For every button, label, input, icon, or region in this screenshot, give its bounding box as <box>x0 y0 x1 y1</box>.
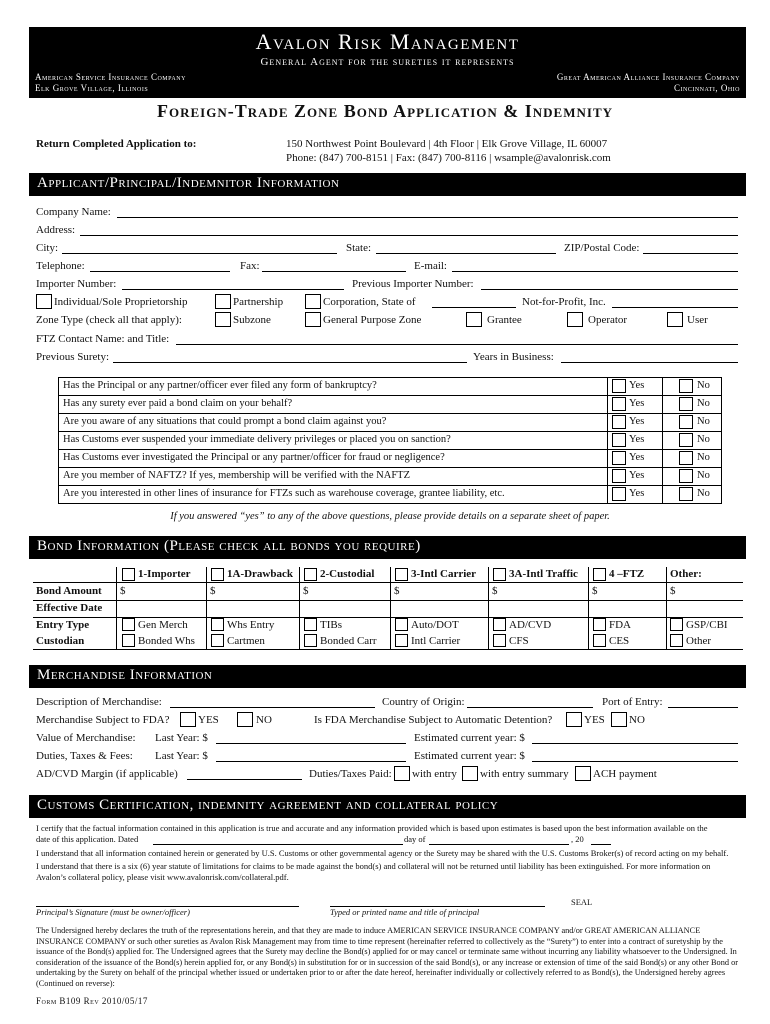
bond-table <box>33 567 743 649</box>
value-estimated-label: Estimated current year: $ <box>414 732 525 744</box>
custodian-label: Custodian <box>36 635 85 647</box>
indemnity-paragraph: The Undersigned hereby declares the truth of the representations herein, and that they are made to induce AMERICAN SERVICE INSURANCE COMPANY and/or GREAT AMERICAN ALLIANCE INSURANCE COMPANY or such other sureties as Avalon Risk Management may from time to time represent (hereinafter referred to collectively as the “Surety”) to enter into a contract of suretyship by the issuance of the Bond(s) applied for. The Undersigned agrees that the Surety may decline the Bond(s) applied for or may cancel or terminate same without incurring any liability whatsoever to the Undersigned. In consideration of the issuance of the Bond(s) herein applied for, or any Bond(s) in substitution for or in succession of the said Bond(s), or any increase or extension of time of the said Bond(s) or any other Bond or undertaking by the Surety on behalf of the principal whether issued or undertaken prior to or after the date hereof, hereinafter individually or collectively referred to as Bond(s), the Undersigned hereby agrees (Continued on reverse): <box>36 926 738 988</box>
section-applicant-title: Applicant/Principal/Indemnitor Information <box>37 175 340 191</box>
intl-carrier-checkbox[interactable] <box>395 634 408 647</box>
grantee-checkbox[interactable] <box>466 312 482 327</box>
custodial-bond-label: 2-Custodial <box>320 568 375 580</box>
right-insurer-city: Cincinnati, Ohio <box>674 83 740 93</box>
corporation-label: Corporation, State of <box>323 296 416 308</box>
cert-paragraph-3 <box>36 861 741 883</box>
yes-checkbox[interactable] <box>612 469 626 483</box>
dated-field[interactable] <box>153 844 403 845</box>
bond-amount-field[interactable]: $ <box>210 585 216 597</box>
principal-name-label: Typed or printed name and title of principal <box>330 907 480 917</box>
no-checkbox[interactable] <box>679 433 693 447</box>
header-banner <box>29 27 746 98</box>
right-insurer-name: Great American Alliance Insurance Company <box>556 72 740 82</box>
question-row <box>59 432 721 450</box>
partnership-label: Partnership <box>233 296 284 308</box>
section-bond-title: Bond Information (Please check all bonds you require) <box>37 538 421 554</box>
cert-day-of-label: day of <box>404 834 426 844</box>
ftz-contact-field[interactable] <box>176 344 738 345</box>
no-checkbox[interactable] <box>679 451 693 465</box>
ach-checkbox[interactable] <box>575 766 591 781</box>
description-label: Description of Merchandise: <box>36 696 162 708</box>
no-checkbox[interactable] <box>679 469 693 483</box>
cert-dated-label: date of this application. Dated <box>36 834 139 844</box>
section-merch-title: Merchandise Information <box>37 667 213 683</box>
section-bond-header <box>29 536 746 559</box>
drawback-bond-checkbox[interactable] <box>211 568 224 581</box>
port-field[interactable] <box>668 707 738 708</box>
duties-estimated-field[interactable] <box>532 761 738 762</box>
return-address: 150 Northwest Point Boulevard | 4th Floor | Elk Grove Village, IL 60007 <box>286 138 608 150</box>
effective-date-label: Effective Date <box>36 602 103 614</box>
fax-field[interactable] <box>262 271 406 272</box>
auto-dot-checkbox[interactable] <box>395 618 408 631</box>
fda-detention-label: Is FDA Merchandise Subject to Automatic Detention? <box>314 714 553 726</box>
adcvd-checkbox[interactable] <box>493 618 506 631</box>
duties-estimated-label: Estimated current year: $ <box>414 750 525 762</box>
fax-label: Fax: <box>240 260 260 272</box>
with-entry-summary-checkbox[interactable] <box>462 766 478 781</box>
bonded-carr-checkbox[interactable] <box>304 634 317 647</box>
other-bond-label: Other: <box>670 568 702 580</box>
question-text: Has any surety ever paid a bond claim on your behalf? <box>63 398 293 409</box>
section-cert-title: Customs Certification, indemnity agreement and collateral policy <box>37 797 499 813</box>
no-checkbox[interactable] <box>679 379 693 393</box>
no-label: No <box>697 416 710 427</box>
question-row <box>59 414 721 432</box>
yes-label: Yes <box>629 416 645 427</box>
cert-paragraph-1-line1: I certify that the factual information contained in this application is true and accurate and any information provided which is based upon estimates is based upon the best information available on the <box>36 823 708 833</box>
general-purpose-zone-label: General Purpose Zone <box>323 314 422 326</box>
tibs-checkbox[interactable] <box>304 618 317 631</box>
company-name-label: Company Name: <box>36 206 111 218</box>
detention-yes-label: YES <box>584 714 605 726</box>
yes-checkbox[interactable] <box>612 379 626 393</box>
gen-merch-checkbox[interactable] <box>122 618 135 631</box>
adcvd-margin-field[interactable] <box>187 779 302 780</box>
gsp-cbi-label: GSP/CBI <box>686 619 728 631</box>
value-estimated-field[interactable] <box>532 743 738 744</box>
question-row <box>59 468 721 486</box>
fda-no-checkbox[interactable] <box>237 712 253 727</box>
importer-number-field[interactable] <box>122 289 344 290</box>
yes-checkbox[interactable] <box>612 487 626 501</box>
value-last-year-label: Last Year: $ <box>155 732 208 744</box>
no-label: No <box>697 470 710 481</box>
company-name-field[interactable] <box>117 217 738 218</box>
not-for-profit-label: Not-for-Profit, Inc. <box>522 296 606 308</box>
yes-label: Yes <box>629 488 645 499</box>
no-label: No <box>697 398 710 409</box>
detention-no-label: NO <box>629 714 645 726</box>
month-field[interactable] <box>429 844 569 845</box>
cert-paragraph-3-line1: I understand that there is a six (6) year statute of limitations for claims to be made against the bond(s) and collateral will not be returned until liability has been extinguished. For more information on <box>36 861 711 871</box>
return-contact: Phone: (847) 700-8151 | Fax: (847) 700-8116 | wsample@avalonrisk.com <box>286 152 611 164</box>
section-applicant-header <box>29 173 746 196</box>
city-label: City: <box>36 242 59 254</box>
value-last-year-field[interactable] <box>216 743 406 744</box>
telephone-field[interactable] <box>90 271 230 272</box>
question-row <box>59 450 721 468</box>
not-for-profit-field[interactable] <box>612 307 738 308</box>
duties-paid-label: Duties/Taxes Paid: <box>309 768 392 780</box>
questions-note: If you answered “yes” to any of the above questions, please provide details on a separate sheet of paper. <box>170 511 610 522</box>
section-cert-header <box>29 795 746 818</box>
importer-number-label: Importer Number: <box>36 278 117 290</box>
state-field[interactable] <box>376 253 556 254</box>
fda-yes-checkbox[interactable] <box>180 712 196 727</box>
yes-checkbox[interactable] <box>612 433 626 447</box>
auto-dot-label: Auto/DOT <box>411 619 459 631</box>
individual-checkbox[interactable] <box>36 294 52 309</box>
question-text: Has the Principal or any partner/officer ever filed any form of bankruptcy? <box>63 380 377 391</box>
bond-amount-field[interactable]: $ <box>394 585 400 597</box>
fda-checkbox[interactable] <box>593 618 606 631</box>
value-label: Value of Merchandise: <box>36 732 136 744</box>
questions-table <box>58 377 722 504</box>
no-checkbox[interactable] <box>679 415 693 429</box>
intl-traffic-bond-label: 3A-Intl Traffic <box>509 568 578 580</box>
seal-label: SEAL <box>571 897 593 907</box>
ftz-contact-label: FTZ Contact Name: and Title: <box>36 333 170 345</box>
bond-amount-field[interactable]: $ <box>592 585 598 597</box>
fda-yes-label: YES <box>198 714 219 726</box>
detention-yes-checkbox[interactable] <box>566 712 582 727</box>
other-custodian-checkbox[interactable] <box>670 634 683 647</box>
country-field[interactable] <box>467 707 593 708</box>
company-title: Avalon Risk Management <box>255 29 520 54</box>
description-field[interactable] <box>170 707 375 708</box>
individual-label: Individual/Sole Proprietorship <box>54 296 188 308</box>
question-text: Has Customs ever suspended your immediate delivery privileges or placed you on sanction? <box>63 434 451 445</box>
subzone-checkbox[interactable] <box>215 312 231 327</box>
cert-paragraph-2: I understand that all information contained herein or generated by U.S. Customs or other governmental agency or the Surety may be shared with the U.S. Customs Broker(s) of record acting on my behalf. <box>36 848 729 858</box>
user-label: User <box>687 314 708 326</box>
email-label: E-mail: <box>414 260 447 272</box>
adcvd-margin-label: AD/CVD Margin (if applicable) <box>36 768 178 780</box>
bonded-whs-checkbox[interactable] <box>122 634 135 647</box>
question-row <box>59 396 721 414</box>
bonded-whs-label: Bonded Whs <box>138 635 195 647</box>
section-merch-header <box>29 665 746 688</box>
no-label: No <box>697 452 710 463</box>
question-text: Are you aware of any situations that could prompt a bond claim against you? <box>63 416 387 427</box>
question-row <box>59 486 721 503</box>
left-insurer-city: Elk Grove Village, Illinois <box>35 83 149 93</box>
corporation-state-field[interactable] <box>432 307 516 308</box>
port-label: Port of Entry: <box>602 696 663 708</box>
bond-amount-field[interactable]: $ <box>303 585 309 597</box>
ces-checkbox[interactable] <box>593 634 606 647</box>
yes-label: Yes <box>629 452 645 463</box>
bond-amount-field[interactable]: $ <box>120 585 126 597</box>
intl-carrier-label: Intl Carrier <box>411 635 461 647</box>
intl-carrier-bond-checkbox[interactable] <box>395 568 408 581</box>
ftz-bond-checkbox[interactable] <box>593 568 606 581</box>
corporation-checkbox[interactable] <box>305 294 321 309</box>
user-checkbox[interactable] <box>667 312 683 327</box>
gsp-cbi-checkbox[interactable] <box>670 618 683 631</box>
zip-field[interactable] <box>643 253 738 254</box>
question-text: Are you member of NAFTZ? If yes, membership will be verified with the NAFTZ <box>63 470 410 481</box>
whs-entry-label: Whs Entry <box>227 619 275 631</box>
intl-carrier-bond-label: 3-Intl Carrier <box>411 568 477 580</box>
yes-label: Yes <box>629 434 645 445</box>
custodial-bond-checkbox[interactable] <box>304 568 317 581</box>
cert-year-label: , 20 <box>571 834 584 844</box>
telephone-label: Telephone: <box>36 260 85 272</box>
duties-last-year-label: Last Year: $ <box>155 750 208 762</box>
form-title: Foreign-Trade Zone Bond Application & Indemnity <box>156 101 613 121</box>
operator-label: Operator <box>588 314 628 326</box>
yes-label: Yes <box>629 470 645 481</box>
address-label: Address: <box>36 224 76 236</box>
entry-type-label: Entry Type <box>36 619 90 631</box>
adcvd-label: AD/CVD <box>509 619 552 631</box>
with-entry-summary-label: with entry summary <box>480 768 569 780</box>
yes-label: Yes <box>629 398 645 409</box>
operator-checkbox[interactable] <box>567 312 583 327</box>
zip-label: ZIP/Postal Code: <box>564 242 640 254</box>
previous-importer-field[interactable] <box>481 289 738 290</box>
yes-checkbox[interactable] <box>612 415 626 429</box>
bond-amount-label: Bond Amount <box>36 585 102 597</box>
yes-checkbox[interactable] <box>612 397 626 411</box>
year-field[interactable] <box>591 844 611 845</box>
cfs-checkbox[interactable] <box>493 634 506 647</box>
whs-entry-checkbox[interactable] <box>211 618 224 631</box>
question-row <box>59 378 721 396</box>
previous-surety-field[interactable] <box>113 362 467 363</box>
gen-merch-label: Gen Merch <box>138 619 188 631</box>
cert-paragraph-3-line2: Avalon’s collateral policy, please visit www.avalonrisk.com/collateral.pdf. <box>36 872 289 882</box>
cartmen-label: Cartmen <box>227 635 265 647</box>
form-number: Form B109 Rev 2010/05/17 <box>36 996 148 1006</box>
detention-no-checkbox[interactable] <box>611 712 627 727</box>
intl-traffic-bond-checkbox[interactable] <box>493 568 506 581</box>
grantee-label: Grantee <box>487 314 522 326</box>
ach-label: ACH payment <box>593 768 657 780</box>
with-entry-label: with entry <box>412 768 457 780</box>
email-field[interactable] <box>452 271 738 272</box>
question-text: Has Customs ever investigated the Principal or any partner/officer for fraud or negligence? <box>63 452 445 463</box>
ces-label: CES <box>609 635 630 647</box>
question-text: Are you interested in other lines of insurance for FTZs such as warehouse coverage, grantee liability, etc. <box>63 488 505 499</box>
partnership-checkbox[interactable] <box>215 294 231 309</box>
tibs-label: TIBs <box>320 619 342 631</box>
importer-bond-label: 1-Importer <box>138 568 191 580</box>
left-insurer-name: American Service Insurance Company <box>35 72 186 82</box>
previous-importer-label: Previous Importer Number: <box>352 278 474 290</box>
bonded-carr-label: Bonded Carr <box>320 635 377 647</box>
yes-checkbox[interactable] <box>612 451 626 465</box>
bond-amount-field[interactable]: $ <box>670 585 676 597</box>
duties-label: Duties, Taxes & Fees: <box>36 750 133 762</box>
address-field[interactable] <box>80 235 738 236</box>
cartmen-checkbox[interactable] <box>211 634 224 647</box>
zone-type-label: Zone Type (check all that apply): <box>36 314 182 326</box>
fda-label: FDA <box>609 619 632 631</box>
cfs-label: CFS <box>509 635 529 647</box>
no-checkbox[interactable] <box>679 487 693 501</box>
state-label: State: <box>346 242 372 254</box>
drawback-bond-label: 1A-Drawback <box>227 568 293 580</box>
yes-label: Yes <box>629 380 645 391</box>
company-subtitle: General Agent for the sureties it represents <box>260 56 515 68</box>
no-label: No <box>697 488 710 499</box>
importer-bond-checkbox[interactable] <box>122 568 135 581</box>
no-checkbox[interactable] <box>679 397 693 411</box>
return-label: Return Completed Application to: <box>36 138 197 150</box>
city-field[interactable] <box>62 253 337 254</box>
duties-last-year-field[interactable] <box>216 761 406 762</box>
years-in-business-field[interactable] <box>561 362 738 363</box>
previous-surety-label: Previous Surety: <box>36 351 110 363</box>
fda-no-label: NO <box>256 714 272 726</box>
country-label: Country of Origin: <box>382 696 465 708</box>
years-in-business-label: Years in Business: <box>473 351 554 363</box>
subzone-label: Subzone <box>233 314 271 326</box>
no-label: No <box>697 434 710 445</box>
other-custodian-label: Other <box>686 635 712 647</box>
fda-question-label: Merchandise Subject to FDA? <box>36 714 170 726</box>
bond-amount-field[interactable]: $ <box>492 585 498 597</box>
with-entry-checkbox[interactable] <box>394 766 410 781</box>
general-purpose-zone-checkbox[interactable] <box>305 312 321 327</box>
cert-paragraph-1 <box>36 823 741 845</box>
ftz-bond-label: 4 –FTZ <box>609 568 645 580</box>
no-label: No <box>697 380 710 391</box>
principal-signature-label: Principal’s Signature (must be owner/officer) <box>36 907 190 917</box>
